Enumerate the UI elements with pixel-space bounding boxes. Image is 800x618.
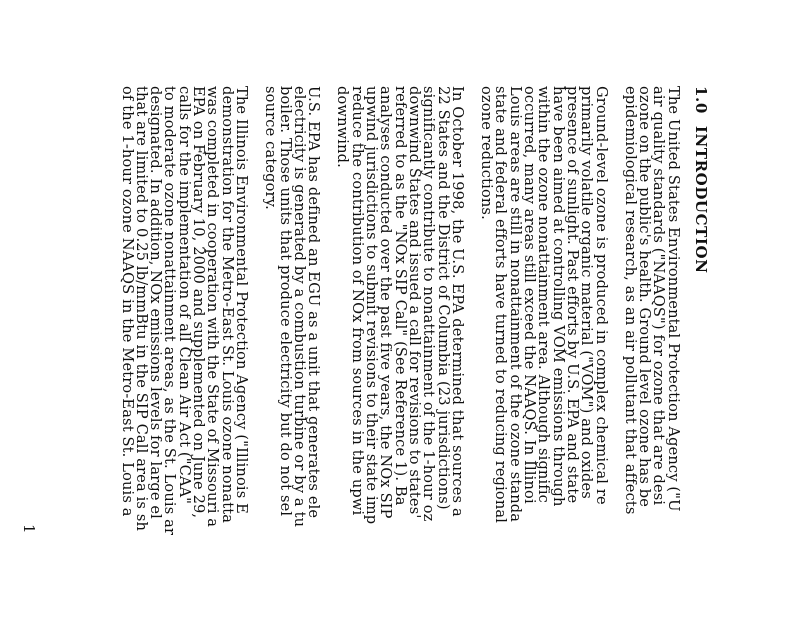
text-line: The United States Environmental Protection Agency ("U xyxy=(664,86,682,512)
text-line: within the ozone nonattainment area. Although signific xyxy=(535,86,553,503)
text-line: Louis areas are still in nonattainment of the ozone standa xyxy=(506,86,524,523)
text-line: analyses conducted over the past five years, the NOx SIP xyxy=(377,86,395,519)
text-line: state and federal efforts have turned to reducing regional xyxy=(492,86,510,524)
text-line: ozone on the public's health. Ground level ozone has be xyxy=(636,86,654,508)
text-line: The Illinois Environmental Protection Agency ("Illinois E xyxy=(232,86,250,514)
text-line: source category. xyxy=(262,86,280,210)
text-line: downwind. xyxy=(334,86,352,168)
text-line: significantly contribute to nonattainment of the 1-hour oz xyxy=(420,86,438,522)
document-body xyxy=(104,86,708,618)
text-line: primarily volatile organic material ("VOM") and oxides xyxy=(578,86,596,499)
text-line: to moderate ozone nonattainment areas, as the St. Louis ar xyxy=(161,86,179,536)
text-line: was completed in cooperation with the State of Missouri a xyxy=(204,86,222,528)
paragraph-2 xyxy=(479,86,608,618)
section-number: 1.0 xyxy=(692,86,710,114)
text-line: designated. In addition, NOx emissions levels for large el xyxy=(147,86,165,520)
paragraph-4 xyxy=(262,86,323,618)
paragraph-5 xyxy=(119,86,248,618)
text-line: downwind States and issued a call for revisions to states' xyxy=(405,86,423,519)
section-heading xyxy=(694,86,708,618)
page-number: 1 xyxy=(20,524,38,534)
text-line: U.S. EPA has defined an EGU as a unit that generates ele xyxy=(305,86,323,519)
text-line: referred to as the "NOx SIP Call" (See Reference 1). Ba xyxy=(391,86,409,506)
text-line: have been aimed at controlling VOM emissions through xyxy=(549,86,567,507)
paragraph-1 xyxy=(623,86,680,618)
text-line: calls for the implementation of all Clean Air Act ("CAA" xyxy=(175,86,193,505)
text-line: In October 1998, the U.S. EPA determined that sources a xyxy=(448,86,466,517)
section-title: INTRODUCTION xyxy=(692,125,710,274)
text-line: of the 1-hour ozone NAAQS in the Metro-East St. Louis a xyxy=(118,86,136,517)
text-line: reduce the contribution of NOx from sources in the upwi xyxy=(348,86,366,516)
text-line: EPA on February 10, 2000 and supplemented on June 29, xyxy=(190,86,208,519)
text-line: demonstration for the Metro-East St. Louis ozone nonatta xyxy=(218,86,236,524)
text-line: boiler. Those units that produce electricity but do not sel xyxy=(276,86,294,517)
text-line: 22 States and the District of Columbia (23 jurisdictions) xyxy=(434,86,452,510)
text-line: epidemiological research, as an air pollutant that affects xyxy=(621,86,639,515)
text-line: ozone reductions. xyxy=(478,86,496,220)
text-line: that are limited to 0.25 lb/mmBtu in the SIP Call area is sh xyxy=(132,86,150,532)
text-line: upwind jurisdictions to submit revisions to their state imp xyxy=(363,86,381,525)
text-line: air quality standards ("NAAQS") for ozone that are desi xyxy=(650,86,668,506)
text-line: occurred, many areas still exceed the NAAQS. In Illinoi xyxy=(521,86,539,504)
text-line: presence of sunlight. Past efforts by U.S. EPA and state xyxy=(563,86,581,504)
text-line: Ground-level ozone is produced in complex chemical re xyxy=(592,86,610,505)
paragraph-3 xyxy=(335,86,464,618)
text-line: electricity is generated by a combustion turbine or by a tu xyxy=(290,86,308,528)
